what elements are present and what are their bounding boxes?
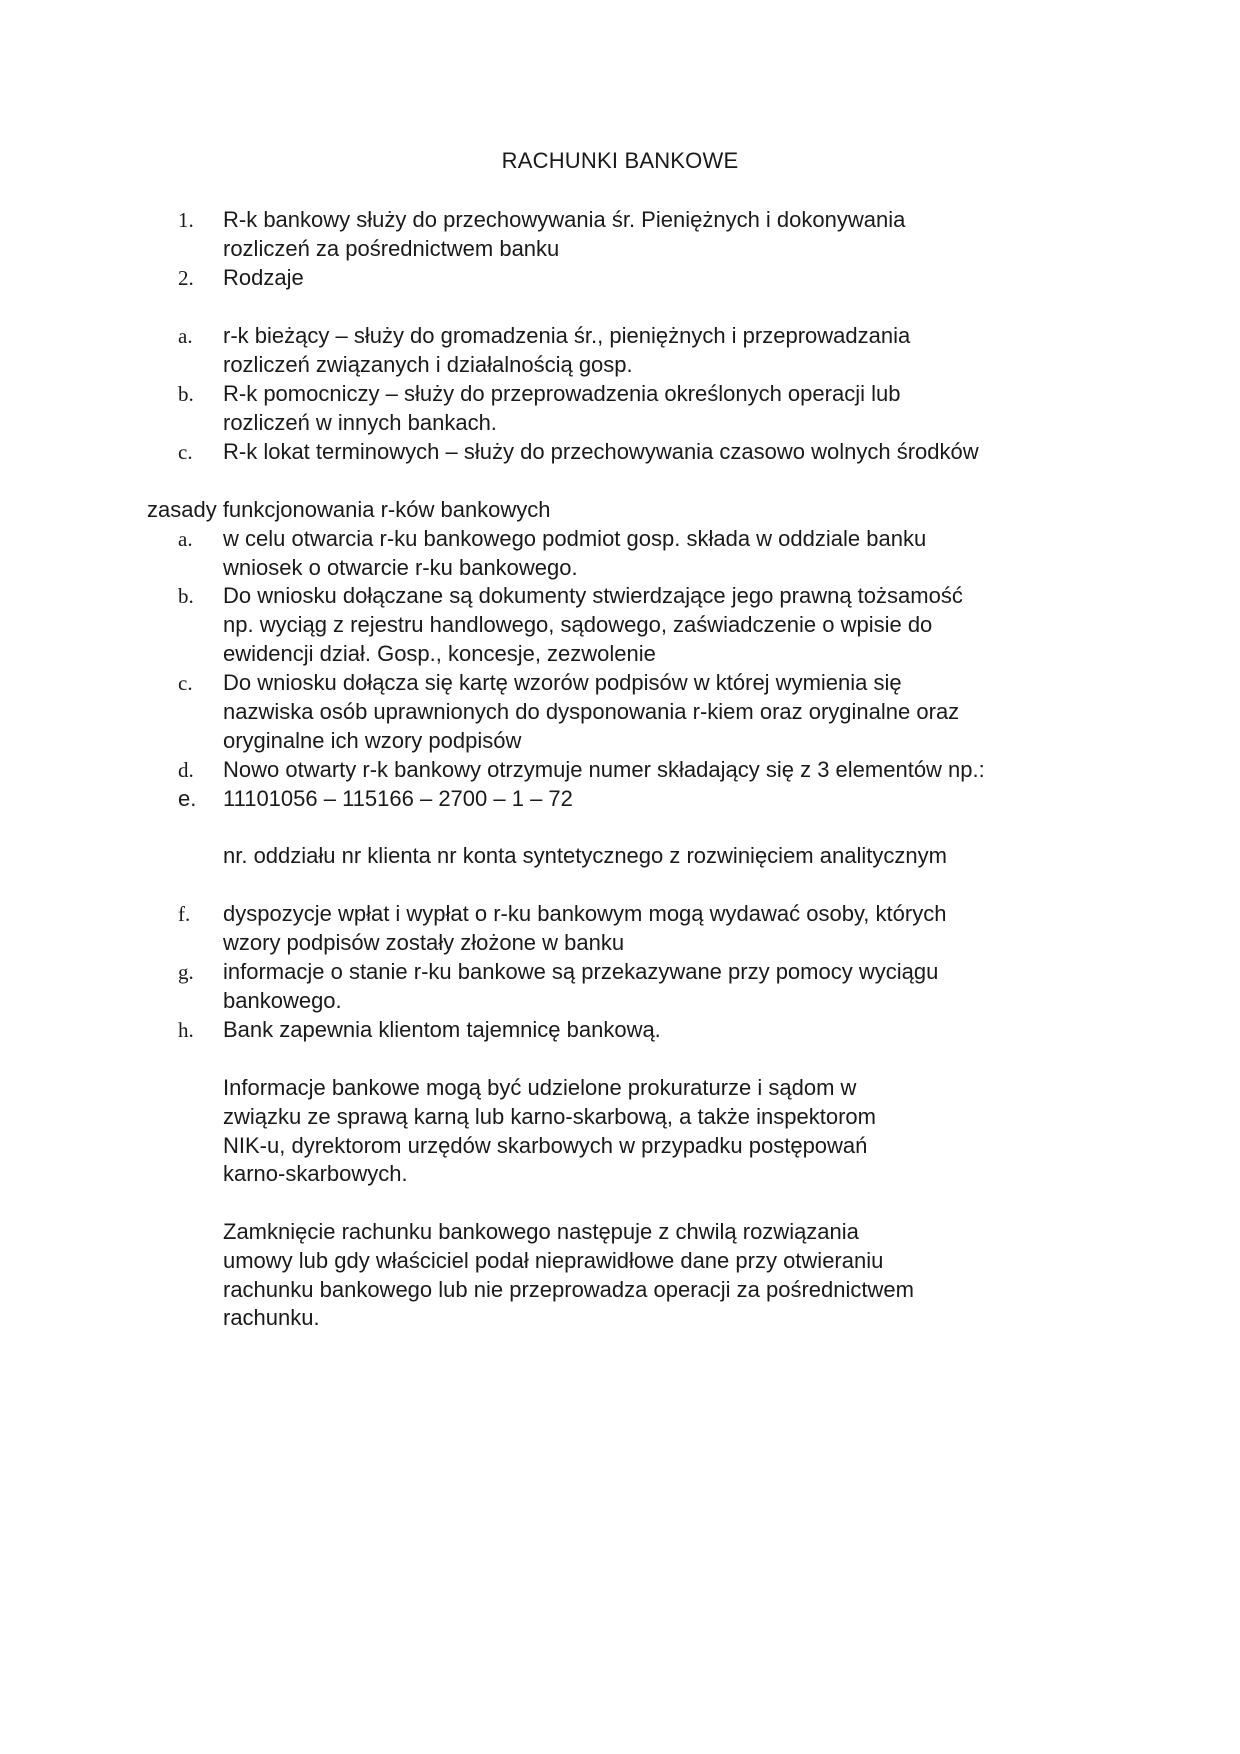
list-text: R-k bankowy służy do przechowywania śr. Pieniężnych i dokonywania rozliczeń za pośrednictwem banku [223, 207, 906, 261]
list-marker: 1. [178, 208, 194, 232]
list-text: informacje o stanie r-ku bankowe są przekazywane przy pomocy wyciągu bankowego. [223, 959, 939, 1013]
list-marker: d. [178, 758, 194, 782]
list-text: w celu otwarcia r-ku bankowego podmiot gosp. składa w oddziale banku wniosek o otwarcie r-ku bankowego. [223, 526, 927, 580]
list-text: Bank zapewnia klientom tajemnicę bankową. [223, 1017, 661, 1042]
list-marker: f. [178, 902, 191, 926]
paragraph-bank-information: Informacje bankowe mogą być udzielone prokuraturze i sądom w związku ze sprawą karną lub karno-skarbową, a także inspektorom NIK-u, dyrektorom urzędów skarbowych w przypadku postępowań karno-skarbowych. [223, 1075, 876, 1187]
list-text: R-k pomocniczy – służy do przeprowadzenia określonych operacji lub rozliczeń w innych bankach. [223, 381, 901, 435]
list-marker: c. [178, 671, 193, 695]
list-marker: g. [178, 960, 194, 984]
list-text: r-k bieżący – służy do gromadzenia śr., pieniężnych i przeprowadzania rozliczeń związanych i działalnością gosp. [223, 323, 911, 377]
list-marker: b. [178, 584, 194, 608]
list-marker: a. [178, 324, 193, 348]
list-text: R-k lokat terminowych – służy do przechowywania czasowo wolnych środków [223, 439, 979, 464]
list-text: Nowo otwarty r-k bankowy otrzymuje numer składający się z 3 elementów np.: [223, 757, 985, 782]
list-text: Rodzaje [223, 265, 304, 290]
list-marker: a. [178, 527, 193, 551]
list-text: dyspozycje wpłat i wypłat o r-ku bankowym mogą wydawać osoby, których wzory podpisów zostały złożone w banku [223, 901, 947, 955]
list-marker: b. [178, 382, 194, 406]
paragraph-account-closing: Zamknięcie rachunku bankowego następuje z chwilą rozwiązania umowy lub gdy właściciel podał nieprawidłowe dane przy otwieraniu rachunku bankowego lub nie przeprowadza operacji za pośrednictwem rachunku. [223, 1219, 914, 1331]
document-title: RACHUNKI BANKOWE [501, 148, 739, 173]
list-marker: c. [178, 440, 193, 464]
list-marker: e. [178, 786, 197, 811]
list-text: Do wniosku dołącza się kartę wzorów podpisów w której wymienia się nazwiska osób uprawnionych do dysponowania r-kiem oraz oryginalne oraz oryginalne ich wzory podpisów [223, 670, 960, 753]
list-marker: h. [178, 1018, 194, 1042]
list-text: Do wniosku dołączane są dokumenty stwierdzające jego prawną tożsamość np. wyciąg z rejestru handlowego, sądowego, zaświadczenie o wpisie do ewidencji dział. Gosp., koncesje, zezwolenie [223, 583, 963, 666]
list-marker: 2. [178, 266, 194, 290]
section-heading: zasady funkcjonowania r-ków bankowych [147, 497, 551, 522]
account-number-explanation: nr. oddziału nr klienta nr konta syntetycznego z rozwinięciem analitycznym [223, 843, 947, 868]
list-text: 11101056 – 115166 – 2700 – 1 – 72 [223, 786, 573, 811]
